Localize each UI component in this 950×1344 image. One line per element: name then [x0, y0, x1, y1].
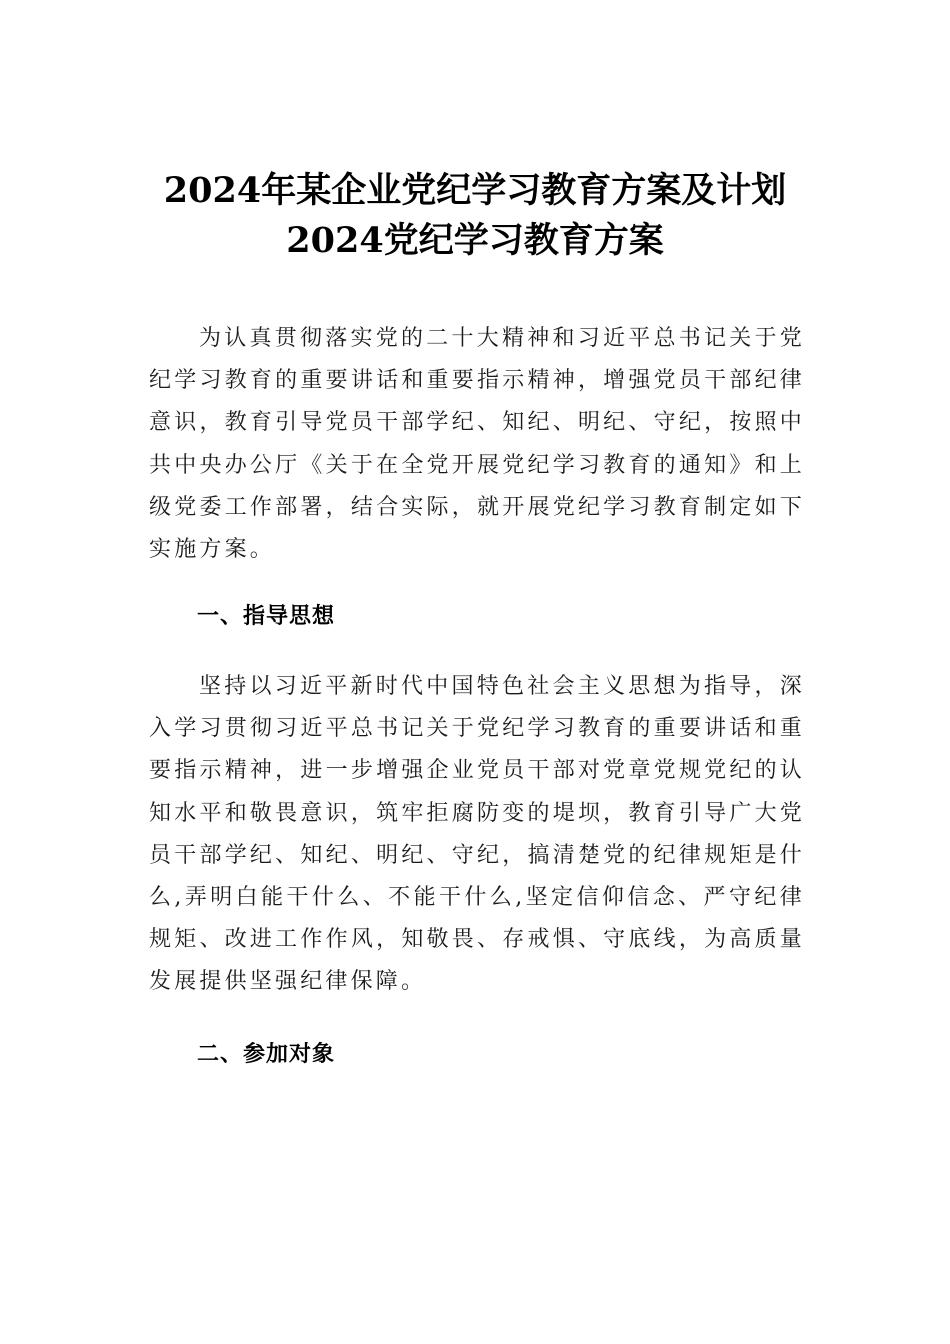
- intro-paragraph: 为认真贯彻落实党的二十大精神和习近平总书记关于党纪学习教育的重要讲话和重要指示精神，增强党员干部纪律意识，教育引导党员干部学纪、知纪、明纪、守纪，按照中共中央办公厅《关于在全党开展党纪学习教育的通知》和上级党委工作部署，结合实际，就开展党纪学习教育制定如下实施方案。: [149, 326, 805, 563]
- section-heading-guiding-ideology: 一、指导思想: [197, 604, 336, 629]
- section-heading-participants: 二、参加对象: [197, 1042, 336, 1067]
- title-line-2: 2024党纪学习教育方案: [286, 220, 664, 261]
- guiding-ideology-paragraph: 坚持以习近平新时代中国特色社会主义思想为指导，深入学习贯彻习近平总书记关于党纪学习教育的重要讲话和重要指示精神，进一步增强企业党员干部对党章党规党纪的认知水平和敬畏意识，筑牢拒腐防变的堤坝，教育引导广大党员干部学纪、知纪、明纪、守纪，搞清楚党的纪律规矩是什么,弄明白能干什么、不能干什么,坚定信仰信念、严守纪律规矩、改进工作作风，知敬畏、存戒惧、守底线，为高质量发展提供坚强纪律保障。: [149, 674, 805, 995]
- document-title: [0, 166, 950, 266]
- title-line-1: 2024年某企业党纪学习教育方案及计划: [163, 170, 787, 211]
